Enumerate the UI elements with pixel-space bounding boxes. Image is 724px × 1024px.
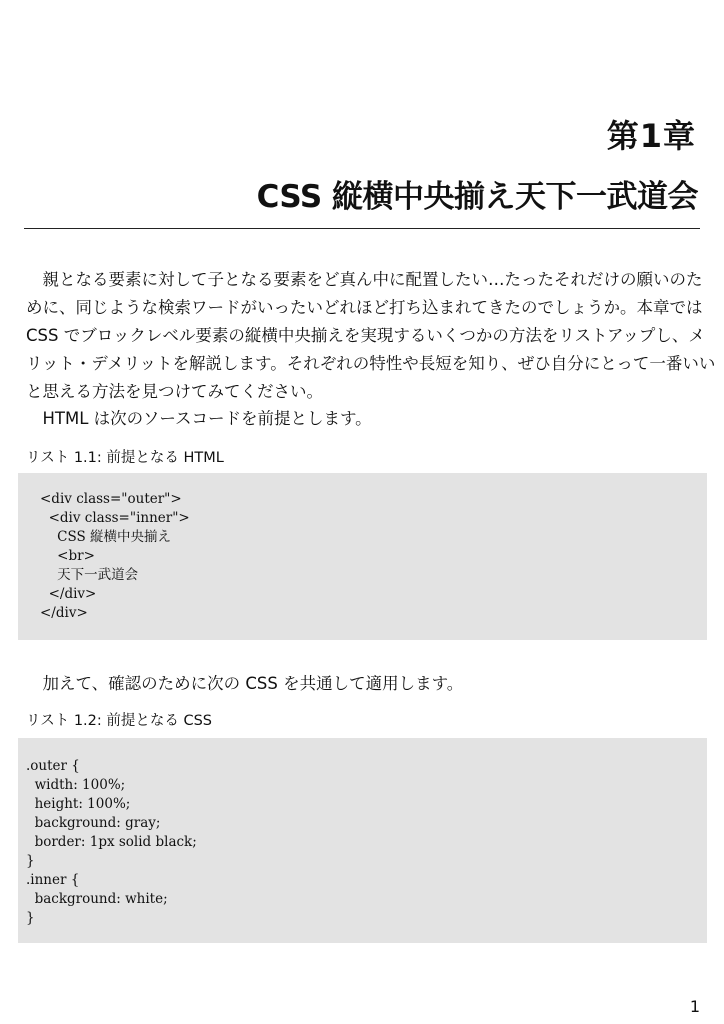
html-premise-paragraph: [26, 405, 700, 433]
intro-line: 親となる要素に対して子となる要素をど真ん中に配置したい…たったそれだけの願いのた: [26, 270, 703, 289]
page-number: 1: [689, 997, 700, 1016]
intro-line: と思える方法を見つけてみてください。: [26, 382, 323, 401]
title-divider: [24, 228, 700, 229]
listing-2-caption: リスト 1.2: 前提となる CSS: [26, 713, 213, 729]
intro-paragraph: [26, 266, 716, 406]
listing-2-code: .outer { width: 100%; height: 100%; background: gray; border: 1px solid black; } .inner { background: white; }: [26, 758, 197, 926]
listing-1-caption: リスト 1.1: 前提となる HTML: [26, 450, 224, 466]
html-premise-text: HTML は次のソースコードを前提とします。: [26, 409, 372, 428]
intro-line: CSS でブロックレベル要素の縦横中央揃えを実現するいくつかの方法をリストアップし、メ: [26, 326, 705, 345]
intro-line: めに、同じような検索ワードがいったいどれほど打ち込まれてきたのでしょうか。本章では: [26, 298, 703, 317]
listing-1-code-block: [18, 473, 707, 640]
listing-2-code-block: [18, 738, 707, 943]
chapter-number: 第1章: [606, 117, 696, 155]
intro-line: リット・デメリットを解説します。それぞれの特性や長短を知り、ぜひ自分にとって一番いい: [26, 354, 716, 373]
css-premise-paragraph: [26, 670, 700, 698]
css-premise-text: 加えて、確認のために次の CSS を共通して適用します。: [26, 674, 464, 693]
listing-1-code: <div class="outer"> <div class="inner"> CSS 縦横中央揃え <br> 天下一武道会 </div> </div>: [40, 491, 190, 621]
chapter-title: CSS 縦横中央揃え天下一武道会: [256, 179, 698, 215]
